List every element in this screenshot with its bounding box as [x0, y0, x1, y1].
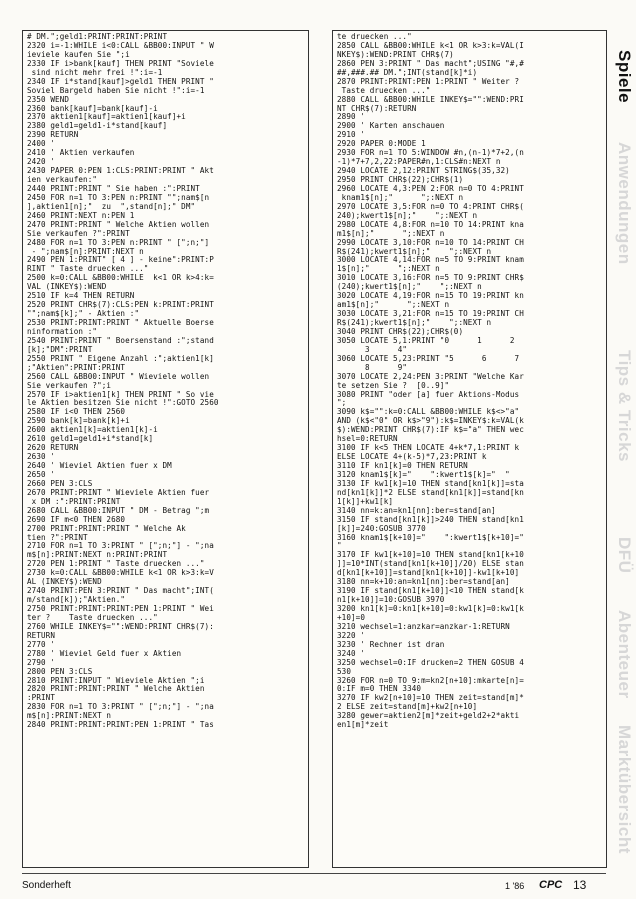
- code-line: 2420 ': [27, 158, 56, 167]
- code-lines-left: [23, 31, 308, 732]
- code-line: 3150 IF stand[kn1[k]]>240 THEN stand[kn1: [337, 515, 524, 524]
- code-line: 2830 FOR n=1 TO 3:PRINT " [";n;"] - ";na: [27, 703, 214, 712]
- code-line: 2680 CALL &BB00:INPUT " DM - Betrag ";m: [27, 506, 210, 515]
- code-line: ";: [337, 399, 347, 408]
- code-line: 2820 PRINT:PRINT:PRINT " Welche Aktien: [27, 685, 210, 694]
- tab-abenteuer[interactable]: Abenteuer: [615, 610, 634, 699]
- code-line: AND (k$<"0" OR k$>"9"):k$=INKEY$:k=VAL(k: [337, 417, 524, 426]
- code-line: 2570 IF i>aktien1[k] THEN PRINT " So vie: [27, 390, 214, 399]
- code-line: en1[m]*zeit: [337, 721, 389, 730]
- code-line: 2770 ': [27, 640, 56, 649]
- code-line: 2970 LOCATE 3,5:FOR n=0 TO 4:PRINT CHR$(: [337, 202, 524, 211]
- code-line: 3000 LOCATE 4,14:FOR n=5 TO 9:PRINT knam: [337, 256, 524, 265]
- code-line: sind nicht mehr frei !":i=-1: [27, 68, 163, 77]
- code-line: ]]=10*INT(stand[kn1[k+10]]/20) ELSE stan: [337, 560, 524, 569]
- section-tabs: [610, 50, 636, 870]
- code-line: 1[k]]+kw1[k]: [337, 497, 394, 506]
- code-line: 2950 PRINT CHR$(22);CHR$(1): [337, 176, 464, 184]
- code-line: RETURN: [27, 631, 56, 640]
- code-line: 3250 wechsel=0:IF drucken=2 THEN GOSUB 4: [337, 658, 524, 667]
- code-line: 530: [337, 667, 352, 676]
- code-line: ieviele kaufen Sie ";i: [27, 50, 130, 59]
- code-line: 2810 PRINT:INPUT " Wieviele Aktien ";i: [27, 676, 205, 685]
- code-line: (240);kwert1$[n];" ";:NEXT n: [337, 283, 482, 292]
- code-line: 2880 CALL &BB00:WHILE INKEY$="":WEND:PRI: [337, 95, 524, 104]
- code-line: ien verkaufen:": [27, 176, 98, 184]
- code-line: 2340 IF i*stand[kauf]>geld1 THEN PRINT ": [27, 77, 214, 86]
- code-line: 2350 WEND: [27, 95, 70, 104]
- code-line: 2600 aktien1[k]=aktien1[k]-i: [27, 426, 158, 435]
- code-line: NT CHR$(7):RETURN: [337, 104, 417, 113]
- code-line: 2670 PRINT:PRINT " Wieviele Aktien fuer: [27, 488, 210, 497]
- code-line: te druecken ...": [337, 33, 412, 41]
- code-line: 2860 PEN 3:PRINT " Das macht";USING "#,#: [337, 59, 524, 68]
- code-line: m$[n]:PRINT:NEXT n: [27, 712, 112, 721]
- code-line: 2450 FOR n=1 TO 3:PEN n:PRINT "";nam$[n: [27, 193, 210, 202]
- code-line: 0:IF m=0 THEN 3340: [337, 685, 422, 694]
- code-line: Soviel Bargeld haben Sie nicht !":i=-1: [27, 86, 205, 95]
- code-line: 2580 IF i<0 THEN 2560: [27, 408, 126, 417]
- code-line: AL (INKEY$):WEND: [27, 578, 102, 587]
- code-line: 3100 IF k<5 THEN LOCATE 4+k*7,1:PRINT k: [337, 444, 520, 453]
- code-line: 2400 ': [27, 140, 56, 149]
- code-line: Taste druecken ...": [337, 86, 431, 95]
- code-line: le Aktien besitzen Sie nicht !":GOTO 2560: [27, 399, 219, 408]
- tab-tips-tricks[interactable]: Tips & Tricks: [615, 350, 634, 463]
- code-line: 2330 IF i>bank[kauf] THEN PRINT "Soviele: [27, 59, 214, 68]
- code-line: 2540 PRINT:PRINT " Boersenstand :";stand: [27, 336, 214, 345]
- code-line: 2470 PRINT:PRINT " Welche Aktien wollen: [27, 220, 210, 229]
- code-line: RINT " Taste druecken ...": [27, 265, 149, 274]
- code-line: [k];"DM":PRINT: [27, 345, 93, 354]
- code-line: n1[k+10]]=10:GOSUB 3970: [337, 596, 445, 605]
- code-line: 3020 LOCATE 4,19:FOR n=15 TO 19:PRINT kn: [337, 292, 524, 301]
- code-line: ninformation :": [27, 327, 98, 336]
- code-line: m/stand[k]);"Aktien.": [27, 596, 126, 605]
- code-line: 2440 PRINT:PRINT " Sie haben :":PRINT: [27, 184, 200, 193]
- code-line: 3260 FOR n=0 TO 9:m=kn2[n+10]:mkarte[n]=: [337, 676, 524, 685]
- page-footer: [0, 873, 636, 899]
- code-line: 2910 ': [337, 131, 366, 140]
- code-line: 3270 IF kw2[n+10]=10 THEN zeit=stand[m]*: [337, 694, 524, 703]
- code-line: 3 4": [337, 345, 408, 354]
- code-line: 2530 PRINT:PRINT:PRINT " Aktuelle Boerse: [27, 319, 214, 327]
- code-line: 3140 nn=k:an=kn1[nn]:ber=stand[an]: [337, 506, 496, 515]
- code-line: ELSE LOCATE 4+(k-5)*7,23:PRINT k: [337, 453, 487, 462]
- code-line: 3010 LOCATE 3,16:FOR n=5 TO 9:PRINT CHR$: [337, 274, 524, 283]
- code-line: Sie verkaufen ?";i: [27, 381, 112, 390]
- code-line: hsel=0:RETURN: [337, 435, 398, 444]
- code-line: nd[kn1[k]]*2 ELSE stand[kn1[k]]=stand[kn: [337, 488, 524, 497]
- code-line: knam1$[n];" ";:NEXT n: [337, 193, 464, 202]
- code-line: $):WEND:PRINT CHR$(7):IF k$="a" THEN wec: [337, 426, 524, 435]
- listing-column-left: [22, 30, 309, 868]
- code-line: 2630 ': [27, 453, 56, 462]
- code-line: - ";nam$[n]:PRINT:NEXT n: [27, 247, 144, 256]
- code-line: R$(241);kwert1$[n];" ";:NEXT n: [337, 319, 492, 327]
- code-line: 2980 LOCATE 4,8:FOR n=10 TO 14:PRINT kna: [337, 220, 524, 229]
- code-line: tien ?":PRINT: [27, 533, 88, 542]
- code-line: 3030 LOCATE 3,21:FOR n=15 TO 19:PRINT CH: [337, 310, 524, 319]
- code-line: 3120 knam1$[k]=" ":kwert1$[k]=" ": [337, 470, 510, 479]
- footer-magazine-logo: CPC: [539, 879, 563, 891]
- code-line: 8 9": [337, 363, 408, 372]
- tab-marktuebersicht[interactable]: Marktübersicht: [615, 725, 634, 854]
- code-line: :PRINT: [27, 694, 56, 703]
- code-line: 2620 RETURN: [27, 444, 79, 453]
- code-line: ": [337, 542, 342, 551]
- code-line: 2370 aktien1[kauf]=aktien1[kauf]+i: [27, 113, 186, 122]
- code-line: m$[n]:PRINT:NEXT n:PRINT:PRINT: [27, 551, 168, 560]
- code-line: 2560 CALL &BB00:INPUT " Wieviele wollen: [27, 372, 210, 381]
- code-line: 3050 LOCATE 5,1:PRINT "0 1 2: [337, 336, 515, 345]
- code-line: 2660 PEN 3:CLS: [27, 479, 93, 488]
- code-line: 2840 PRINT:PRINT:PRINT:PEN 1:PRINT " Tas: [27, 721, 214, 730]
- code-line: 3210 wechsel=1:anzkar=anzkar-1:RETURN: [337, 622, 510, 631]
- code-line: -1)*7+7,2,22:PAPER#n,1:CLS#n:NEXT n: [337, 158, 501, 167]
- code-line: 3070 LOCATE 2,24:PEN 3:PRINT "Welche Kar: [337, 372, 524, 381]
- code-line: 2940 LOCATE 2,12:PRINT STRING$(35,32): [337, 167, 510, 176]
- code-line: 2410 ' Aktien verkaufen: [27, 149, 135, 158]
- code-line: 2510 IF k=4 THEN RETURN: [27, 292, 135, 301]
- tab-anwendungen[interactable]: Anwendungen: [615, 142, 634, 265]
- listing-column-right: [332, 30, 607, 868]
- code-line: m1$[n];" ";:NEXT n: [337, 229, 445, 238]
- code-line: 2320 i=-1:WHILE i<0:CALL &BB00:INPUT " W: [27, 41, 214, 50]
- code-line: 3200 kn1[k]=0:kn1[k+10]=0:kw1[k]=0:kw1[k: [337, 605, 524, 613]
- code-line: ],aktien1[n];" zu ",stand[n];" DM": [27, 202, 196, 211]
- code-line: 3240 ': [337, 649, 366, 658]
- code-line: 2640 ' Wieviel Aktien fuer x DM: [27, 462, 172, 470]
- code-line: 3230 ' Rechner ist dran: [337, 640, 445, 649]
- code-line: 2360 bank[kauf]=bank[kauf]-i: [27, 104, 158, 113]
- code-line: 2710 FOR n=1 TO 3:PRINT " [";n;"] - ";na: [27, 542, 214, 551]
- code-line: 2610 geld1=geld1+i*stand[k]: [27, 435, 154, 444]
- footer-issue: 1 '86: [505, 881, 525, 891]
- code-line: 2730 k=0:CALL &BB00:WHILE k<1 OR k>3:k=V: [27, 569, 214, 578]
- code-line: 3220 ': [337, 631, 366, 640]
- code-line: Sie verkaufen ?":PRINT: [27, 229, 130, 238]
- code-line: 2800 PEN 3:CLS: [27, 667, 93, 676]
- code-line: 2850 CALL &BB00:WHILE k<1 OR k>3:k=VAL(I: [337, 41, 524, 50]
- code-line: 2790 ': [27, 658, 56, 667]
- code-line: 240);kwert1$[n];" ";:NEXT n: [337, 211, 478, 220]
- code-line: NKEY$):WEND:PRINT CHR$(7): [337, 50, 454, 59]
- code-line: 2460 PRINT:NEXT n:PEN 1: [27, 211, 135, 220]
- code-line: 2520 PRINT CHR$(7):CLS:PEN k:PRINT:PRINT: [27, 301, 214, 310]
- footer-publication: Sonderheft: [22, 880, 71, 891]
- code-line: 2380 geld1=geld1-i*stand[kauf]: [27, 122, 168, 131]
- code-line: 2480 FOR n=1 TO 3:PEN n:PRINT " [";n;"]: [27, 238, 210, 247]
- code-line: ##,###.## DM.";INT(stand[k]*i): [337, 68, 478, 77]
- footer-page-number: 13: [573, 878, 587, 892]
- code-line: R$(241);kwert1$[n];" ";:NEXT n: [337, 247, 492, 256]
- tab-spiele[interactable]: Spiele: [615, 50, 634, 104]
- code-line: "";nam$[k];" - Aktien :": [27, 310, 140, 319]
- code-line: 3040 PRINT CHR$(22);CHR$(0): [337, 327, 464, 336]
- code-line: x DM :":PRINT:PRINT: [27, 497, 121, 506]
- code-line: 2590 bank[k]=bank[k]+i: [27, 417, 130, 426]
- code-line: 2700 PRINT:PRINT:PRINT " Welche Ak: [27, 524, 186, 533]
- code-line: 3090 k$="":k=0:CALL &BB00:WHILE k$<>"a": [337, 408, 520, 417]
- code-line: 3170 IF kw1[k+10]=10 THEN stand[kn1[k+10: [337, 551, 524, 560]
- code-line: 2960 LOCATE 4,3:PEN 2:FOR n=0 TO 4:PRINT: [337, 184, 524, 193]
- code-line: ter ? Taste druecken ...": [27, 613, 158, 622]
- code-line: 2500 k=0:CALL &BB00:WHILE k<1 OR k>4:k=: [27, 274, 214, 283]
- code-line: 2490 PEN 1:PRINT" [ 4 ] - keine":PRINT:P: [27, 256, 214, 265]
- code-line: 2720 PEN 1:PRINT " Taste druecken ...": [27, 560, 205, 569]
- code-line: 2930 FOR n=1 TO 5:WINDOW #n,(n-1)*7+2,(n: [337, 149, 524, 158]
- code-line: 3060 LOCATE 5,23:PRINT "5 6 7: [337, 354, 520, 363]
- code-line: 3180 nn=k+10:an=kn1[nn]:ber=stand[an]: [337, 578, 510, 587]
- code-line: # DM.";geld1:PRINT:PRINT:PRINT: [27, 33, 168, 41]
- code-line: 2890 ': [337, 113, 366, 122]
- code-line: 3160 knam1$[k+10]=" ":kwert1$[k+10]=": [337, 533, 524, 542]
- code-line: am1$[n];" ";:NEXT n: [337, 301, 450, 310]
- code-line: 2920 PAPER 0:MODE 1: [337, 140, 426, 149]
- code-line: 3280 gewer=aktien2[m]*zeit+geld2+2*akti: [337, 712, 520, 721]
- code-line: 2750 PRINT:PRINT:PRINT:PEN 1:PRINT " Wei: [27, 605, 214, 613]
- code-line: 3080 PRINT "oder [a] fuer Aktions-Modus: [337, 390, 520, 399]
- code-line: 2690 IF m<0 THEN 2680: [27, 515, 126, 524]
- code-line: 2650 ': [27, 470, 56, 479]
- code-line: 2430 PAPER 0:PEN 1:CLS:PRINT:PRINT " Akt: [27, 167, 214, 176]
- code-line: 2780 ' Wieviel Geld fuer x Aktien: [27, 649, 182, 658]
- code-line: 3190 IF stand[kn1[k+10]]<10 THEN stand[k: [337, 587, 524, 596]
- code-line: VAL (INKEY$):WEND: [27, 283, 107, 292]
- code-line: ;"Aktien":PRINT:PRINT: [27, 363, 126, 372]
- code-line: 2390 RETURN: [27, 131, 79, 140]
- footer-divider: [22, 873, 606, 874]
- tab-dfue[interactable]: DFÜ: [615, 537, 634, 574]
- code-line: 2900 ' Karten anschauen: [337, 122, 445, 131]
- code-line: 2760 WHILE INKEY$="":WEND:PRINT CHR$(7):: [27, 622, 214, 631]
- code-line: 2 ELSE zeit=stand[m]+kw2[n+10]: [337, 703, 478, 712]
- code-line: 1$[n];" ";:NEXT n: [337, 265, 440, 274]
- code-line: d[kn1[k+10]]=stand[kn1[k+10]]-kw1[k+10]: [337, 569, 520, 578]
- code-line: +10]=0: [337, 613, 366, 622]
- code-line: 3130 IF kw1[k]=10 THEN stand[kn1[k]]=sta: [337, 479, 524, 488]
- code-line: te setzen Sie ? [0..9]": [337, 381, 450, 390]
- code-line: 3110 IF kn1[k]=0 THEN RETURN: [337, 462, 468, 470]
- code-line: 2870 PRINT:PRINT:PEN 1:PRINT " Weiter ?: [337, 77, 520, 86]
- code-line: 2740 PRINT:PEN 3:PRINT " Das macht";INT(: [27, 587, 214, 596]
- code-line: [k]]=240:GOSUB 3770: [337, 524, 426, 533]
- code-lines-right: [333, 31, 606, 732]
- code-line: 2550 PRINT " Eigene Anzahl :";aktien1[k]: [27, 354, 214, 363]
- code-line: 2990 LOCATE 3,10:FOR n=10 TO 14:PRINT CH: [337, 238, 524, 247]
